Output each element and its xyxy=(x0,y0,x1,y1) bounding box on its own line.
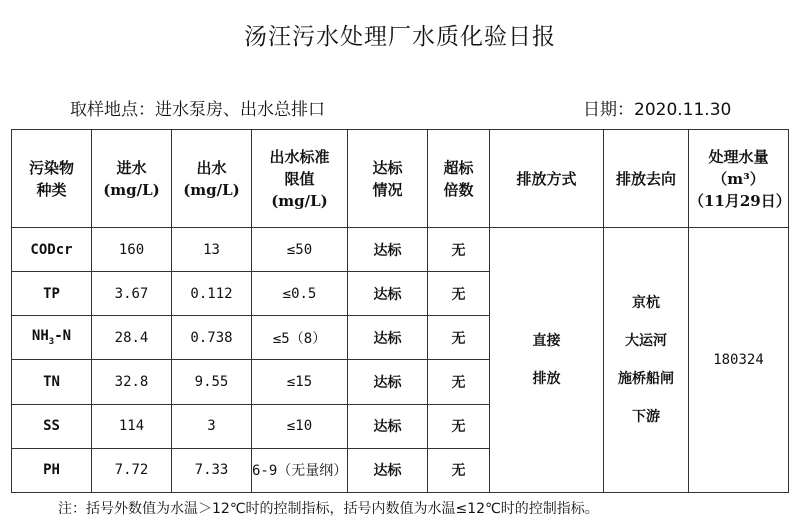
excess-value: 无 xyxy=(428,360,490,404)
excess-value: 无 xyxy=(428,272,490,316)
header-pollutant: 污染物 种类 xyxy=(12,130,92,228)
discharge-dest-cell: 京杭 大运河 施桥船闸 下游 xyxy=(604,228,689,493)
report-date: 日期：2020.11.30 xyxy=(583,100,732,120)
header-status: 达标 情况 xyxy=(348,130,428,228)
header-effluent: 出水 (mg/L) xyxy=(172,130,252,228)
header-limit: 出水标准 限值 (mg/L) xyxy=(252,130,348,228)
status-value: 达标 xyxy=(348,272,428,316)
excess-value: 无 xyxy=(428,404,490,448)
treated-volume-cell: 180324 xyxy=(689,228,789,493)
influent-value: 7.72 xyxy=(92,448,172,492)
report-title: 汤汪污水处理厂水质化验日报 xyxy=(244,24,556,50)
effluent-value: 3 xyxy=(172,404,252,448)
influent-value: 28.4 xyxy=(92,316,172,360)
pollutant-name: PH xyxy=(12,448,92,492)
status-value: 达标 xyxy=(348,316,428,360)
influent-value: 160 xyxy=(92,228,172,272)
excess-value: 无 xyxy=(428,316,490,360)
effluent-value: 7.33 xyxy=(172,448,252,492)
status-value: 达标 xyxy=(348,404,428,448)
status-value: 达标 xyxy=(348,228,428,272)
footnote: 注：括号外数值为水温＞12℃时的控制指标，括号内数值为水温≤12℃时的控制指标。 xyxy=(58,501,599,517)
pollutant-name: $NH_3-N$ xyxy=(12,316,92,360)
header-excess: 超标 倍数 xyxy=(428,130,490,228)
status-value: 达标 xyxy=(348,360,428,404)
discharge-method-cell: 直接 排放 xyxy=(490,228,604,493)
header-discharge-method: 排放方式 xyxy=(490,130,604,228)
limit-value: 6-9（无量纲） xyxy=(252,448,348,492)
pollutant-name: TP xyxy=(12,272,92,316)
table-row xyxy=(12,228,789,272)
limit-value: ≤50 xyxy=(252,228,348,272)
pollutant-name: TN xyxy=(12,360,92,404)
influent-value: 32.8 xyxy=(92,360,172,404)
excess-value: 无 xyxy=(428,228,490,272)
effluent-value: 9.55 xyxy=(172,360,252,404)
sample-site-label: 取样地点：进水泵房、出水总排口 xyxy=(70,100,325,120)
limit-value: ≤5（8） xyxy=(252,316,348,360)
water-quality-table xyxy=(11,129,789,493)
effluent-value: 13 xyxy=(172,228,252,272)
header-influent: 进水 (mg/L) xyxy=(92,130,172,228)
limit-value: ≤15 xyxy=(252,360,348,404)
effluent-value: 0.112 xyxy=(172,272,252,316)
limit-value: ≤0.5 xyxy=(252,272,348,316)
header-discharge-dest: 排放去向 xyxy=(604,130,689,228)
status-value: 达标 xyxy=(348,448,428,492)
excess-value: 无 xyxy=(428,448,490,492)
limit-value: ≤10 xyxy=(252,404,348,448)
influent-value: 3.67 xyxy=(92,272,172,316)
influent-value: 114 xyxy=(92,404,172,448)
pollutant-name: CODcr xyxy=(12,228,92,272)
header-volume: 处理水量 （m³） （11月29日） xyxy=(689,130,789,228)
effluent-value: 0.738 xyxy=(172,316,252,360)
pollutant-name: SS xyxy=(12,404,92,448)
table-header-row xyxy=(12,130,789,228)
